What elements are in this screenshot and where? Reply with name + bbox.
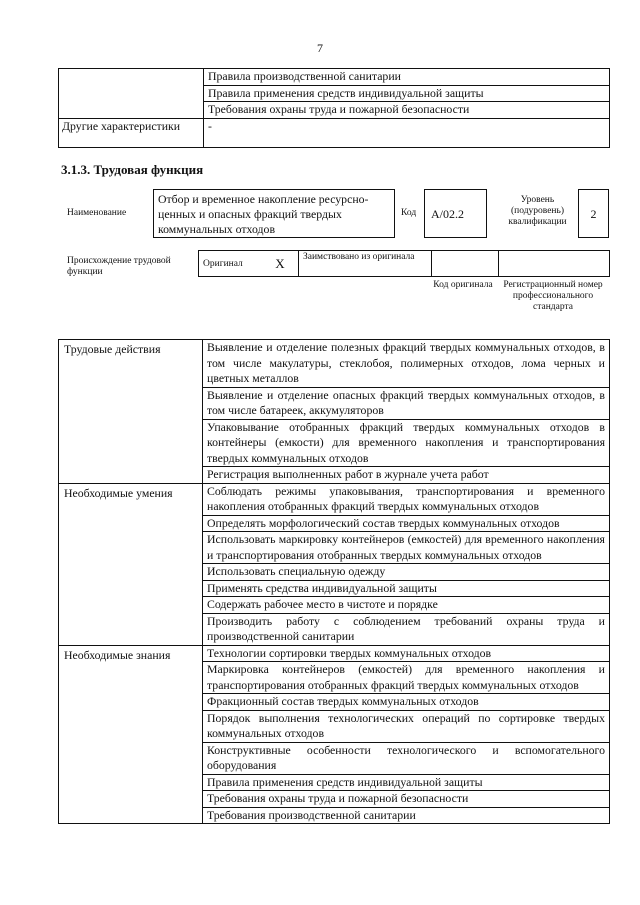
table-row-item: Выявление и отделение полезных фракций твердых коммунальных отходов, в том числе макулатуры, стеклобоя, полимерных отходов, лома черных и цветных металлов — [203, 340, 610, 388]
table-row-item: Конструктивные особенности технологического и вспомогательного оборудования — [203, 742, 610, 774]
name-label: Наименование — [67, 208, 127, 218]
table-row-item: Соблюдать режимы упаковывания, транспортирования и временного накопления отобранных фракций твердых коммунальных отходов — [203, 483, 610, 515]
function-code-value: А/02.2 — [424, 189, 487, 238]
origin-table — [198, 250, 610, 277]
level-value: 2 — [578, 189, 609, 238]
main-table — [58, 339, 610, 824]
table-row-item: Технологии сортировки твердых коммунальных отходов — [203, 645, 610, 662]
top-table-item: Правила применения средств индивидуальной защиты — [204, 85, 610, 102]
table-row-item: Содержать рабочее место в чистоте и порядке — [203, 597, 610, 614]
original-code-caption: Код оригинала — [433, 280, 493, 290]
table-row-item: Определять морфологический состав твердых коммунальных отходов — [203, 515, 610, 532]
table-row-item: Требования охраны труда и пожарной безопасности — [203, 791, 610, 808]
level-label: Уровень (подуровень) квалификации — [508, 195, 567, 227]
original-label: Оригинал — [199, 251, 263, 277]
origin-label: Происхождение трудовой функции — [67, 256, 171, 277]
registration-number-caption: Регистрационный номер профессионального стандарта — [503, 280, 603, 312]
table-row-item: Упаковывание отобранных фракций твердых коммунальных отходов в контейнеры (емкости) для временного накопления и транспортирования твердых коммунальных отходов — [203, 419, 610, 467]
top-table-item: Требования охраны труда и пожарной безопасности — [204, 102, 610, 119]
table-row-item: Требования производственной санитарии — [203, 807, 610, 824]
category-required-skills: Необходимые умения — [59, 483, 203, 645]
table-row-item: Регистрация выполненных работ в журнале учета работ — [203, 467, 610, 484]
other-characteristics-value: - — [204, 118, 610, 147]
table-row-item: Правила применения средств индивидуальной защиты — [203, 774, 610, 791]
borrowed-label: Заимствовано из оригинала — [299, 251, 432, 277]
category-labor-actions: Трудовые действия — [59, 340, 203, 484]
table-row-item: Порядок выполнения технологических операций по сортировке твердых коммунальных отходов — [203, 710, 610, 742]
page-number: 7 — [317, 41, 323, 55]
table-row-item: Использовать маркировку контейнеров (емкостей) для временного накопления и транспортирования отобранных твердых коммунальных отходов — [203, 532, 610, 564]
code-label: Код — [401, 208, 417, 218]
table-row-item: Производить работу с соблюдением требований охраны труда и производственной санитарии — [203, 613, 610, 645]
table-row-item: Выявление и отделение опасных фракций твердых коммунальных отходов, в том числе батареек, аккумуляторов — [203, 387, 610, 419]
table-row-item: Фракционный состав твердых коммунальных отходов — [203, 694, 610, 711]
table-row-item: Маркировка контейнеров (емкостей) для временного накопления и транспортирования отобранных фракций твердых коммунальных отходов — [203, 662, 610, 694]
top-table — [58, 68, 610, 148]
registration-number-cell — [499, 251, 610, 277]
category-required-knowledge: Необходимые знания — [59, 645, 203, 824]
table-row-item: Использовать специальную одежду — [203, 564, 610, 581]
function-name-value: Отбор и временное накопление ресурсно-ценных и опасных фракций твердых коммунальных отходов — [153, 189, 395, 238]
top-table-left-cell — [59, 69, 204, 119]
other-characteristics-label: Другие характеристики — [59, 118, 204, 147]
original-code-cell — [432, 251, 499, 277]
section-title: 3.1.3. Трудовая функция — [61, 162, 204, 177]
top-table-item: Правила производственной санитарии — [204, 69, 610, 86]
table-row-item: Применять средства индивидуальной защиты — [203, 580, 610, 597]
original-mark: X — [262, 251, 299, 277]
